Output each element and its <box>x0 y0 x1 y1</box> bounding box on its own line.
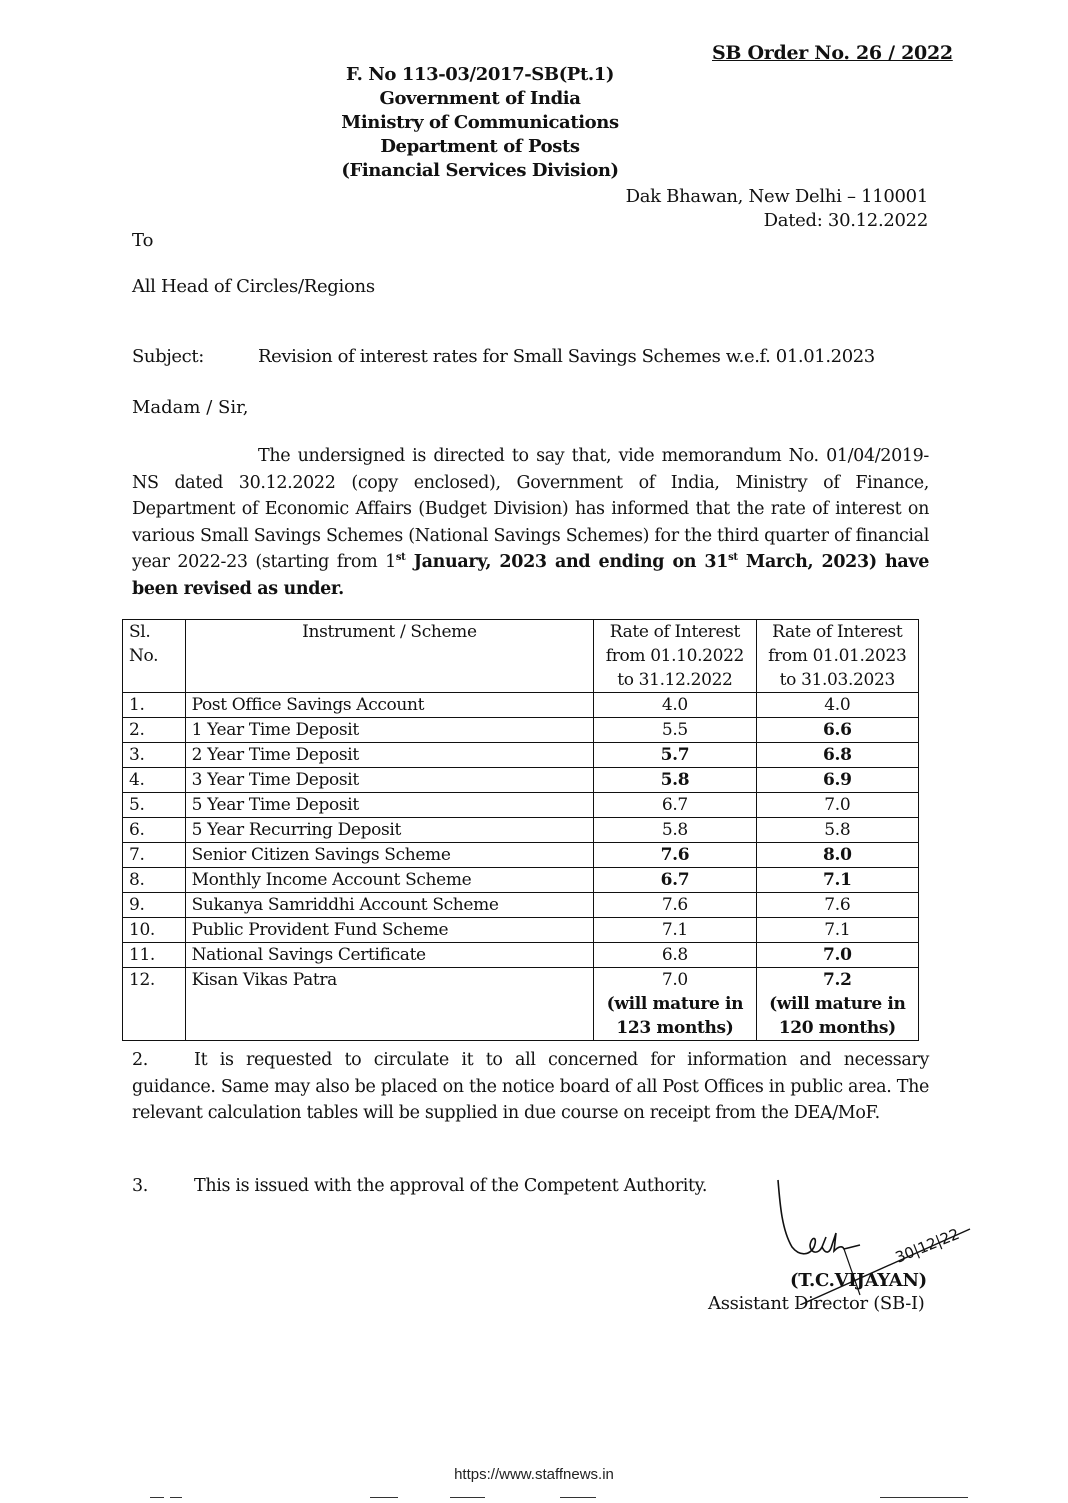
header-new-rate: Rate of Interest from 01.01.2023 to 31.03.2023 <box>756 620 918 693</box>
cell-new-rate <box>756 943 918 968</box>
cell-sl-no-value: 9. <box>129 895 145 915</box>
cell-scheme-value: 1 Year Time Deposit <box>191 720 359 740</box>
cell-new-rate-value: 6.9 <box>823 770 852 790</box>
scan-artifact <box>582 1497 584 1498</box>
cell-scheme-value: 5 Year Time Deposit <box>191 795 359 815</box>
cell-scheme-value: Monthly Income Account Scheme <box>191 870 472 890</box>
ordinal-sup-2: st <box>728 552 738 564</box>
cell-scheme <box>185 968 594 1041</box>
footer-url: https://www.staffnews.in <box>454 1466 614 1483</box>
signatory-designation: Assistant Director (SB-I) <box>708 1293 925 1314</box>
cell-old-rate-value: 5.8 <box>661 820 688 840</box>
cell-sl-no <box>123 743 186 768</box>
cell-new-rate <box>756 918 918 943</box>
ordinal-sup-1: st <box>395 552 406 564</box>
table-row <box>123 768 919 793</box>
cell-scheme <box>185 868 594 893</box>
cell-sl-no <box>123 918 186 943</box>
cell-old-rate <box>594 743 756 768</box>
cell-old-rate-value: 7.1 <box>661 920 688 940</box>
government-name: Government of India <box>379 88 581 109</box>
table-row <box>123 718 919 743</box>
cell-old-rate-value: 4.0 <box>661 695 688 715</box>
cell-new-rate <box>756 793 918 818</box>
cell-sl-no <box>123 768 186 793</box>
paragraph-1 <box>132 443 929 602</box>
cell-sl-no <box>123 868 186 893</box>
table-row <box>123 843 919 868</box>
signature-date: 30|12|22 <box>892 1224 962 1267</box>
date-line: Dated: 30.12.2022 <box>763 210 928 231</box>
cell-sl-no <box>123 893 186 918</box>
cell-scheme <box>185 943 594 968</box>
cell-scheme <box>185 743 594 768</box>
cell-sl-no <box>123 843 186 868</box>
cell-scheme-value: 5 Year Recurring Deposit <box>191 820 401 840</box>
cell-sl-no-value: 3. <box>129 745 145 765</box>
interest-rates-table <box>122 619 919 1041</box>
cell-new-rate-value: 7.6 <box>824 895 851 915</box>
para3-text: This is issued with the approval of the Competent Authority. <box>194 1176 708 1196</box>
cell-sl-no-value: 8. <box>129 870 145 890</box>
cell-scheme-value: Post Office Savings Account <box>191 695 425 715</box>
table-row <box>123 868 919 893</box>
cell-old-rate <box>594 893 756 918</box>
maturity-note: (will mature in 123 months) <box>606 994 744 1038</box>
cell-scheme-value: 3 Year Time Deposit <box>191 770 359 790</box>
sender-address <box>626 185 928 233</box>
cell-sl-no <box>123 718 186 743</box>
cell-new-rate <box>756 818 918 843</box>
to-label: To <box>132 230 154 251</box>
cell-old-rate <box>594 968 756 1041</box>
cell-sl-no <box>123 968 186 1041</box>
cell-sl-no-value: 10. <box>129 920 155 940</box>
order-number: SB Order No. 26 / 2022 <box>712 42 953 64</box>
cell-old-rate <box>594 943 756 968</box>
maturity-note: (will mature in 120 months) <box>769 994 906 1038</box>
cell-sl-no <box>123 693 186 718</box>
cell-new-rate-value: 5.8 <box>824 820 851 840</box>
para2-text: It is requested to circulate it to all concerned for information and necessary guidance. Same may also be placed on the notice board of all Post Offices in public area. The relevant calculation tables will be supplied in due course on receipt from the DEA/MoF. <box>132 1050 929 1123</box>
signatory-name: (T.C.VIJAYAN) <box>790 1270 927 1291</box>
cell-new-rate-value: 8.0 <box>823 845 852 865</box>
cell-new-rate <box>756 768 918 793</box>
cell-new-rate <box>756 893 918 918</box>
cell-old-rate-value: 6.7 <box>660 870 690 890</box>
cell-new-rate-value: 7.2 <box>823 970 852 990</box>
table-row <box>123 893 919 918</box>
cell-new-rate <box>756 868 918 893</box>
cell-new-rate <box>756 843 918 868</box>
cell-sl-no-value: 1. <box>129 695 145 715</box>
table-row <box>123 743 919 768</box>
cell-scheme <box>185 793 594 818</box>
cell-old-rate <box>594 793 756 818</box>
cell-scheme <box>185 843 594 868</box>
table-row <box>123 793 919 818</box>
cell-sl-no-value: 12. <box>129 970 155 990</box>
scan-artifact <box>900 1497 968 1498</box>
table-row <box>123 918 919 943</box>
cell-new-rate <box>756 693 918 718</box>
cell-scheme <box>185 818 594 843</box>
ministry-name: Ministry of Communications <box>341 112 619 133</box>
header-sl-no: Sl. No. <box>123 620 186 693</box>
cell-scheme <box>185 718 594 743</box>
cell-old-rate <box>594 818 756 843</box>
paragraph-2 <box>132 1047 929 1127</box>
cell-sl-no <box>123 943 186 968</box>
table-row <box>123 943 919 968</box>
subject-text: Revision of interest rates for Small Savings Schemes w.e.f. 01.01.2023 <box>258 346 875 367</box>
table-header-row <box>123 620 919 693</box>
department-name: Department of Posts <box>380 136 580 157</box>
paragraph-3 <box>132 1176 707 1196</box>
cell-old-rate-value: 6.7 <box>661 795 688 815</box>
scan-artifact <box>450 1497 485 1498</box>
cell-old-rate <box>594 693 756 718</box>
scan-artifact <box>150 1497 164 1498</box>
cell-sl-no-value: 2. <box>129 720 145 740</box>
cell-new-rate-value: 7.1 <box>824 920 851 940</box>
cell-scheme <box>185 693 594 718</box>
scan-artifact <box>170 1497 182 1498</box>
para2-number: 2. <box>132 1050 148 1070</box>
cell-new-rate-value: 7.1 <box>823 870 852 890</box>
cell-new-rate <box>756 743 918 768</box>
subject-label: Subject: <box>132 346 204 367</box>
cell-scheme <box>185 768 594 793</box>
cell-new-rate-value: 6.8 <box>823 745 852 765</box>
para1-text-c: March, 2023) have been revised as under. <box>132 552 929 599</box>
cell-sl-no-value: 6. <box>129 820 145 840</box>
cell-scheme-value: Public Provident Fund Scheme <box>191 920 449 940</box>
table-row <box>123 693 919 718</box>
file-number: F. No 113-03/2017-SB(Pt.1) <box>346 64 614 85</box>
cell-old-rate-value: 5.7 <box>660 745 690 765</box>
cell-old-rate <box>594 918 756 943</box>
cell-new-rate-value: 6.6 <box>823 720 852 740</box>
cell-old-rate <box>594 718 756 743</box>
cell-old-rate <box>594 768 756 793</box>
para1-text-a: The undersigned is directed to say that, vide memorandum No. 01/04/2019-NS dated 30.12.2022 (copy enclosed), Government of India, Ministry of Finance, Department of Economic Affairs (Budget Division) has informed that the rate of interest on various Small Savings Schemes (National Savings Schemes) for the third quarter of financial year 2022-23 (starting from 1 <box>132 446 929 572</box>
cell-new-rate <box>756 968 918 1041</box>
para1-text-b: January, 2023 and ending on 31 <box>405 552 729 572</box>
cell-new-rate <box>756 718 918 743</box>
cell-scheme-value: National Savings Certificate <box>191 945 426 965</box>
cell-old-rate-value: 5.5 <box>661 720 688 740</box>
table-row <box>123 818 919 843</box>
division-name: (Financial Services Division) <box>341 160 619 181</box>
cell-old-rate-value: 6.8 <box>661 945 688 965</box>
cell-new-rate-value: 4.0 <box>824 695 851 715</box>
scan-artifact <box>370 1497 398 1498</box>
cell-scheme-value: Kisan Vikas Patra <box>191 970 337 990</box>
cell-scheme-value: Sukanya Samriddhi Account Scheme <box>191 895 499 915</box>
cell-sl-no-value: 7. <box>129 845 145 865</box>
cell-old-rate <box>594 843 756 868</box>
cell-sl-no-value: 4. <box>129 770 145 790</box>
cell-old-rate-value: 5.8 <box>660 770 690 790</box>
cell-sl-no <box>123 818 186 843</box>
cell-new-rate-value: 7.0 <box>824 795 851 815</box>
cell-sl-no-value: 11. <box>129 945 155 965</box>
cell-new-rate-value: 7.0 <box>823 945 852 965</box>
cell-scheme <box>185 918 594 943</box>
cell-scheme <box>185 893 594 918</box>
para3-number: 3. <box>132 1176 148 1196</box>
salutation: Madam / Sir, <box>132 397 249 418</box>
cell-scheme-value: Senior Citizen Savings Scheme <box>191 845 451 865</box>
cell-old-rate-value: 7.6 <box>660 845 690 865</box>
table-row <box>123 968 919 1041</box>
cell-sl-no <box>123 793 186 818</box>
letterhead <box>330 63 630 183</box>
address-place: Dak Bhawan, New Delhi – 110001 <box>625 186 928 207</box>
cell-old-rate-value: 7.6 <box>661 895 688 915</box>
cell-old-rate <box>594 868 756 893</box>
cell-scheme-value: 2 Year Time Deposit <box>191 745 359 765</box>
recipient: All Head of Circles/Regions <box>132 276 375 297</box>
subject-line <box>132 346 875 367</box>
cell-sl-no-value: 5. <box>129 795 145 815</box>
header-old-rate: Rate of Interest from 01.10.2022 to 31.12.2022 <box>594 620 756 693</box>
header-scheme: Instrument / Scheme <box>185 620 594 693</box>
cell-old-rate-value: 7.0 <box>661 970 688 990</box>
